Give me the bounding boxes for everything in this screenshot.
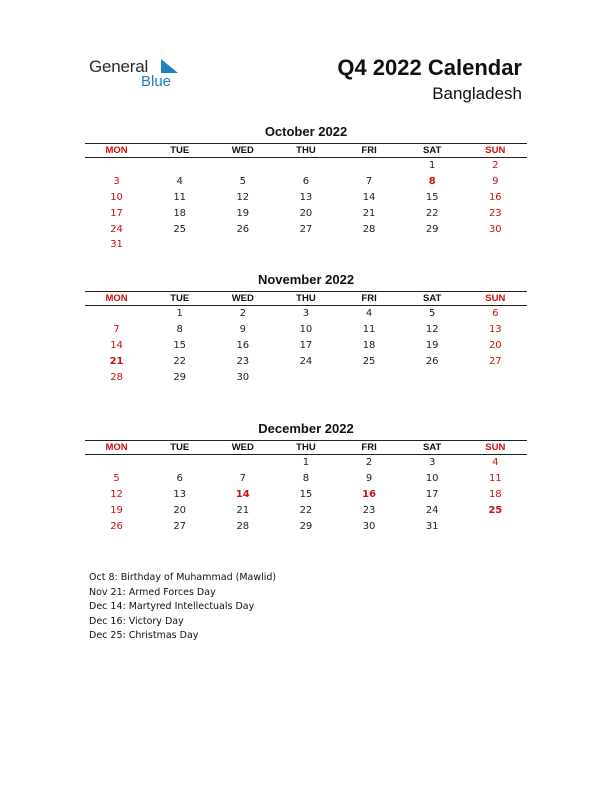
- weekday-header-sat: SAT: [423, 442, 442, 453]
- day-cell: 7: [239, 473, 246, 485]
- week-row: [85, 158, 527, 174]
- week-row: [85, 174, 527, 190]
- day-cell: 9: [239, 324, 246, 336]
- day-cell: 8: [176, 324, 183, 336]
- week-row: [85, 353, 527, 369]
- day-cell: 10: [425, 473, 439, 485]
- day-cell: 24: [425, 504, 439, 516]
- day-cell: 3: [113, 176, 120, 188]
- day-cell: 15: [299, 488, 313, 500]
- weekday-header-tue: TUE: [170, 293, 190, 304]
- weekday-header-fri: FRI: [361, 293, 377, 304]
- day-cell: 12: [110, 488, 123, 500]
- holiday-item: Dec 14: Martyred Intellectuals Day: [89, 601, 255, 612]
- week-row: [85, 338, 527, 354]
- page-title: Q4 2022 Calendar: [337, 55, 522, 80]
- day-cell: 2: [239, 308, 246, 320]
- day-cell: 22: [425, 207, 439, 219]
- day-cell: 28: [236, 520, 250, 532]
- week-row: [85, 487, 527, 503]
- day-cell: 14: [362, 191, 376, 203]
- day-cell: 30: [488, 223, 502, 235]
- week-row: [85, 190, 527, 206]
- day-cell: 13: [299, 191, 313, 203]
- day-cell: 6: [302, 176, 310, 188]
- day-cell: 7: [365, 176, 373, 188]
- day-cell: 4: [365, 308, 373, 320]
- day-cell: 30: [236, 371, 250, 383]
- day-cell: 5: [113, 473, 120, 485]
- day-cell: 28: [362, 223, 376, 235]
- weekday-header-row: [85, 143, 527, 158]
- day-cell: 31: [110, 239, 123, 251]
- weekday-header-thu: THU: [296, 145, 316, 156]
- week-row: [85, 369, 527, 385]
- day-cell: 25: [362, 355, 376, 367]
- day-cell: 4: [176, 176, 183, 188]
- week-row: [85, 221, 527, 237]
- day-cell: 23: [488, 207, 502, 219]
- day-cell: 1: [429, 160, 436, 172]
- day-cell: 22: [299, 504, 313, 516]
- month-title: October 2022: [264, 124, 348, 139]
- logo-word-general: General: [89, 57, 149, 76]
- holiday-day-cell: 16: [362, 488, 377, 500]
- day-cell: 6: [492, 308, 499, 320]
- holiday-day-cell: 21: [109, 355, 124, 367]
- day-cell: 1: [176, 308, 183, 320]
- day-cell: 29: [173, 371, 187, 383]
- day-cell: 8: [302, 473, 310, 485]
- weekday-header-row: [85, 440, 527, 455]
- day-cell: 9: [492, 176, 499, 188]
- day-cell: 24: [299, 355, 313, 367]
- day-cell: 19: [110, 504, 123, 516]
- day-cell: 21: [362, 207, 376, 219]
- week-row: [85, 322, 527, 338]
- month-title: November 2022: [257, 272, 355, 287]
- day-cell: 10: [299, 324, 313, 336]
- day-cell: 29: [299, 520, 313, 532]
- weekday-header-thu: THU: [296, 293, 316, 304]
- day-cell: 15: [173, 339, 187, 351]
- day-cell: 15: [425, 191, 439, 203]
- day-cell: 27: [173, 520, 187, 532]
- day-cell: 18: [173, 207, 187, 219]
- holiday-list: [89, 571, 276, 644]
- month-october: [85, 124, 527, 253]
- day-cell: 19: [425, 339, 439, 351]
- weekday-header-mon: MON: [105, 293, 128, 304]
- day-cell: 5: [429, 308, 436, 320]
- day-cell: 31: [425, 520, 439, 532]
- weekday-header-wed: WED: [231, 145, 254, 156]
- day-cell: 13: [488, 324, 502, 336]
- weekday-header-wed: WED: [231, 293, 254, 304]
- day-cell: 13: [173, 488, 187, 500]
- logo-word-blue: Blue: [141, 73, 172, 90]
- day-cell: 27: [488, 355, 502, 367]
- holiday-item: Dec 25: Christmas Day: [89, 630, 199, 641]
- day-cell: 23: [362, 504, 376, 516]
- day-cell: 22: [173, 355, 187, 367]
- day-cell: 18: [362, 339, 376, 351]
- weekday-header-sun: SUN: [485, 293, 506, 304]
- country-name: Bangladesh: [432, 84, 522, 103]
- holiday-item: Dec 16: Victory Day: [89, 615, 184, 627]
- logo-triangle-icon: [161, 59, 178, 73]
- day-cell: 4: [492, 457, 499, 469]
- day-cell: 18: [488, 488, 502, 500]
- holiday-day-cell: 25: [488, 504, 503, 516]
- week-row: [85, 237, 527, 253]
- month-title: December 2022: [258, 421, 354, 436]
- holiday-item: Nov 21: Armed Forces Day: [89, 586, 216, 598]
- day-cell: 19: [236, 207, 250, 219]
- day-cell: 27: [299, 223, 313, 235]
- holiday-day-cell: 14: [235, 488, 250, 500]
- weekday-header-sun: SUN: [485, 145, 506, 156]
- week-row: [85, 471, 527, 487]
- day-cell: 29: [425, 223, 439, 235]
- day-cell: 11: [488, 473, 502, 485]
- weekday-header-sat: SAT: [423, 145, 442, 156]
- weekday-header-thu: THU: [296, 442, 316, 453]
- weekday-header-fri: FRI: [361, 145, 377, 156]
- day-cell: 30: [362, 520, 376, 532]
- week-row: [85, 518, 527, 534]
- day-cell: 5: [239, 176, 246, 188]
- day-cell: 20: [173, 504, 187, 516]
- day-cell: 17: [110, 207, 123, 219]
- day-cell: 26: [236, 223, 250, 235]
- day-cell: 2: [492, 160, 499, 172]
- day-cell: 20: [299, 207, 313, 219]
- day-cell: 26: [110, 520, 123, 532]
- weekday-header-fri: FRI: [361, 442, 377, 453]
- holiday-item: Oct 8: Birthday of Muhammad (Mawlid): [89, 572, 277, 583]
- week-row: [85, 455, 527, 471]
- day-cell: 3: [429, 457, 436, 469]
- week-row: [85, 306, 527, 322]
- day-cell: 21: [236, 504, 250, 516]
- weekday-header-tue: TUE: [170, 145, 190, 156]
- week-row: [85, 205, 527, 221]
- day-cell: 6: [176, 473, 183, 485]
- weekday-header-mon: MON: [105, 442, 128, 453]
- day-cell: 25: [173, 223, 187, 235]
- day-cell: 7: [113, 324, 120, 336]
- day-cell: 12: [236, 191, 250, 203]
- month-december: [85, 421, 527, 534]
- day-cell: 11: [173, 191, 187, 203]
- day-cell: 24: [110, 223, 123, 235]
- day-cell: 28: [110, 371, 123, 383]
- day-cell: 26: [425, 355, 439, 367]
- day-cell: 14: [110, 339, 123, 351]
- day-cell: 9: [365, 473, 373, 485]
- day-cell: 1: [302, 457, 310, 469]
- holiday-day-cell: 8: [428, 176, 436, 188]
- weekday-header-tue: TUE: [170, 442, 190, 453]
- day-cell: 17: [299, 339, 313, 351]
- month-november: [85, 272, 527, 385]
- day-cell: 16: [488, 191, 502, 203]
- generalblue-logo: [89, 57, 189, 93]
- weekday-header-mon: MON: [105, 145, 128, 156]
- day-cell: 2: [365, 457, 373, 469]
- day-cell: 23: [236, 355, 250, 367]
- day-cell: 16: [236, 339, 250, 351]
- day-cell: 12: [425, 324, 439, 336]
- day-cell: 17: [425, 488, 439, 500]
- weekday-header-wed: WED: [231, 442, 254, 453]
- weekday-header-row: [85, 291, 527, 306]
- day-cell: 10: [110, 191, 123, 203]
- day-cell: 3: [302, 308, 310, 320]
- day-cell: 20: [488, 339, 502, 351]
- day-cell: 11: [362, 324, 376, 336]
- weekday-header-sun: SUN: [485, 442, 506, 453]
- weekday-header-sat: SAT: [423, 293, 442, 304]
- week-row: [85, 502, 527, 518]
